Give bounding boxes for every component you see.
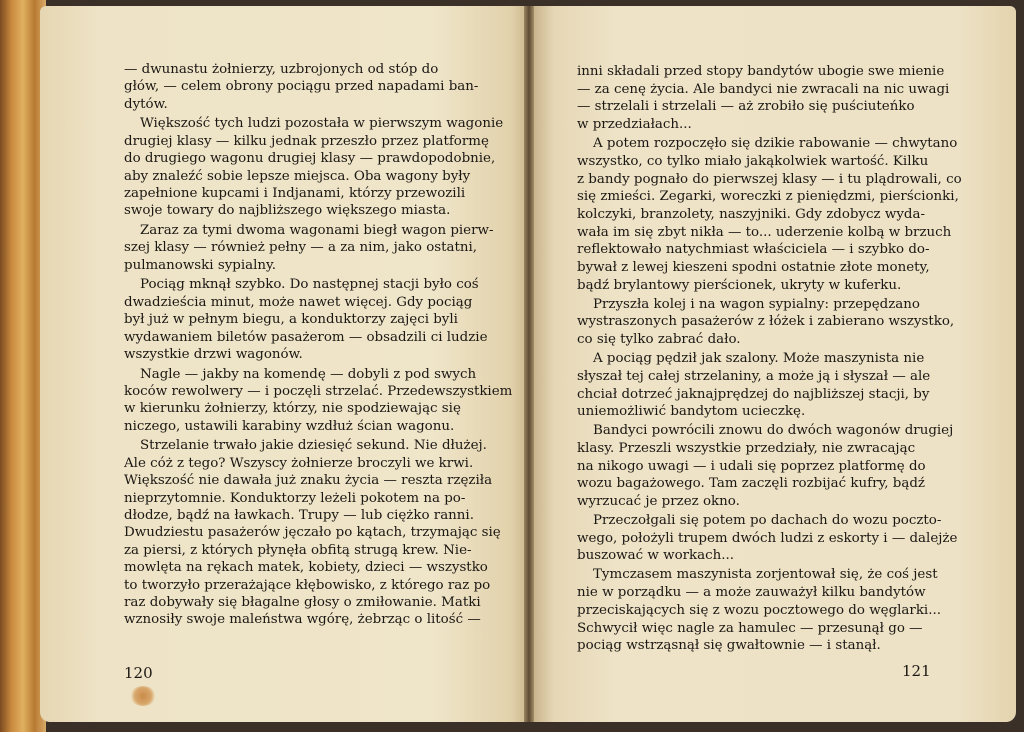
text-line: Tymczasem maszynista zorjentował się, że coś jest bbox=[593, 567, 938, 583]
text-line: to tworzyło przerażające kłębowisko, z którego raz po bbox=[124, 577, 491, 593]
text-line: reflektowało natychmiast właściciela — i szybko do- bbox=[577, 242, 930, 258]
text-line: koców rewolwery — i poczęli strzelać. Przedewszystkiem bbox=[124, 384, 513, 399]
text-line: drugiej klasy — kilku jednak przeszło przez platformę bbox=[124, 133, 489, 149]
text-line: dłodze, bądź na ławkach. Trupy — lub ciężko ranni. bbox=[124, 508, 474, 523]
text-line: nie w porządku — a może zauważył kilku bandytów bbox=[577, 585, 926, 601]
text-line: do drugiego wagonu drugiej klasy — prawdopodobnie, bbox=[124, 151, 496, 167]
text-line: wydawaniem biletów pasażerom — obsadzili ci ludzie bbox=[124, 329, 488, 345]
stain-mark bbox=[130, 686, 156, 706]
text-line: Przeczołgali się potem po dachach do wozu poczto- bbox=[593, 513, 942, 528]
text-line: wszystkie drzwi wagonów. bbox=[124, 347, 303, 362]
text-line: nieprzytomnie. Konduktorzy leżeli pokotem na po- bbox=[124, 490, 466, 506]
text-line: Strzelanie trwało jakie dziesięć sekund. Nie dłużej. bbox=[140, 438, 487, 454]
text-line: uniemożliwić bandytom ucieczkę. bbox=[577, 404, 806, 420]
text-line: w przedziałach... bbox=[577, 117, 692, 133]
text-line: pulmanowski sypialny. bbox=[124, 257, 277, 273]
text-line: aby znaleźć sobie lepsze miejsca. Oba wagony były bbox=[124, 168, 471, 184]
right-page bbox=[530, 6, 1016, 722]
text-line: wznosiły swoje maleństwa wgórę, żebrząc o litość — bbox=[124, 612, 481, 628]
text-line: niczego, ustawili karabiny wzdłuż ścian wagonu. bbox=[124, 418, 455, 434]
text-line: bywał z lewej kieszeni spodni ostatnie złote monety, bbox=[577, 260, 930, 275]
text-line: szej klasy — również pełny — a za nim, jako ostatni, bbox=[124, 240, 478, 256]
text-line: — za cenę życia. Ale bandyci nie zwracali na nic uwagi bbox=[577, 81, 950, 97]
text-line: był już w pełnym biegu, a konduktorzy zajęci byli bbox=[124, 312, 458, 328]
text-line: Ale cóż z tego? Wszyscy żołnierze broczyli we krwi. bbox=[124, 455, 474, 471]
text-line: raz dobywały się błagalne głosy o zmiłowanie. Matki bbox=[124, 595, 481, 610]
text-line: dwadzieścia minut, może nawet więcej. Gdy pociąg bbox=[124, 294, 473, 310]
text-line: zapełnione kupcami i Indjanami, którzy przewozili bbox=[124, 186, 466, 201]
text-line: chciał dotrzeć jaknajprędzej do najbliższej stacji, by bbox=[577, 386, 930, 402]
text-line: się zmieści. Zegarki, woreczki z pieniędzmi, pierścionki, bbox=[577, 189, 959, 205]
text-line: Większość tych ludzi pozostała w pierwszym wagonie bbox=[140, 116, 504, 132]
text-line: A potem rozpoczęło się dzikie rabowanie — chwytano bbox=[593, 136, 958, 152]
text-line: wystraszonych pasażerów z łóżek i zabierano wszystko, bbox=[577, 314, 955, 330]
text-line: inni składali przed stopy bandytów ubogie swe mienie bbox=[577, 64, 945, 79]
text-line: Zaraz za tymi dwoma wagonami biegł wagon pierw- bbox=[140, 223, 494, 238]
page-number-right: 121 bbox=[902, 662, 931, 680]
text-line: głów, — celem obrony pociągu przed napadami ban- bbox=[124, 79, 479, 95]
text-line: pociąg wstrząsnął się gwałtownie — i stanął. bbox=[577, 638, 881, 654]
text-line: mowlęta na rękach matek, kobiety, dzieci — wszystko bbox=[124, 560, 488, 576]
text-line: klasy. Przeszli wszystkie przedziały, nie zwracając bbox=[577, 440, 916, 456]
text-line: wszystko, co tylko miało jakąkolwiek wartość. Kilku bbox=[577, 153, 929, 169]
text-line: na nikogo uwagi — i udali się poprzez platformę do bbox=[577, 458, 926, 474]
text-line: A pociąg pędził jak szalony. Może maszynista nie bbox=[593, 351, 925, 367]
text-line: swoje towary do najbliższego większego miasta. bbox=[124, 203, 451, 219]
text-line: wała im się zbyt nikła — to... uderzenie kolbą w brzuch bbox=[577, 224, 952, 240]
text-line: buszować w workach... bbox=[577, 548, 735, 564]
text-line: wyrzucać je przez okno. bbox=[577, 494, 740, 509]
page-number-left: 120 bbox=[124, 664, 153, 682]
text-line: słyszał tej całej strzelaniny, a może ją i słyszał — ale bbox=[577, 368, 931, 384]
text-line: Przyszła kolej i na wagon sypialny: przepędzano bbox=[593, 296, 920, 312]
text-line: z bandy pognało do pierwszej klasy — i tu plądrowali, co bbox=[577, 171, 962, 187]
text-line: — strzelali i strzelali — aż zrobiło się puściuteńko bbox=[577, 99, 915, 115]
text-line: kolczyki, branzolety, naszyjniki. Gdy zdobycz wyda- bbox=[577, 206, 925, 222]
text-line: wozu bagażowego. Tam zaczęli rozbijać kufry, bądź bbox=[577, 476, 925, 492]
text-line: Dwudziestu pasażerów jęczało po kątach, trzymając się bbox=[124, 525, 501, 541]
text-line: Nagle — jakby na komendę — dobyli z pod swych bbox=[140, 366, 477, 382]
text-line: wego, położyli trupem dwóch ludzi z eskorty i — dalejże bbox=[577, 530, 958, 546]
text-line: bądź brylantowy pierścionek, ukryty w kuferku. bbox=[577, 277, 902, 293]
text-line: Pociąg mknął szybko. Do następnej stacji było coś bbox=[140, 277, 479, 293]
text-line: — dwunastu żołnierzy, uzbrojonych od stóp do bbox=[124, 62, 439, 77]
book-gutter bbox=[524, 6, 534, 722]
text-line: za piersi, z których płynęła obfitą strugą krew. Nie- bbox=[124, 542, 472, 558]
text-line: przeciskających się z wozu pocztowego do węglarki... bbox=[577, 602, 941, 618]
text-line: Bandyci powrócili znowu do dwóch wagonów drugiej bbox=[593, 423, 954, 439]
text-line: Większość nie dawała już znaku życia — reszta rzęziła bbox=[124, 473, 493, 489]
text-line: co się tylko zabrać dało. bbox=[577, 332, 741, 348]
text-line: dytów. bbox=[124, 96, 168, 112]
text-line: w kierunku żołnierzy, którzy, nie spodziewając się bbox=[124, 401, 461, 417]
text-line: Schwycił więc nagle za hamulec — przesunął go — bbox=[577, 620, 923, 636]
left-page bbox=[40, 6, 530, 722]
